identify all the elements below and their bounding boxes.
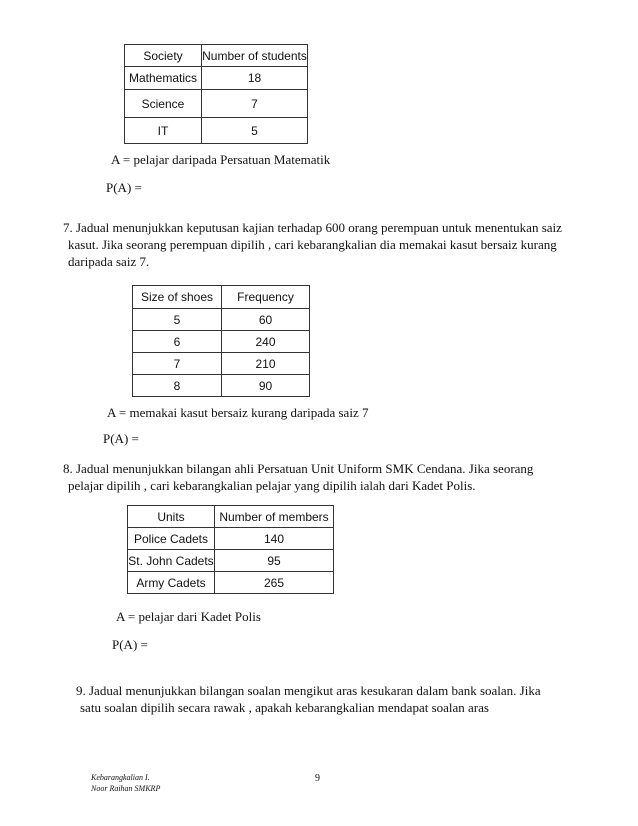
table-cell: IT <box>125 118 202 144</box>
table-cell: 7 <box>202 90 308 118</box>
table-cell: 90 <box>222 375 310 397</box>
table-header-row <box>133 286 310 309</box>
q7-text-line: 7. Jadual menunjukkan keputusan kajian terhadap 600 orang perempuan untuk menentukan saiz <box>63 220 562 235</box>
table-cell: Army Cadets <box>128 572 215 594</box>
q8-probability-line: P(A) = <box>112 637 148 652</box>
q7-event-definition: A = memakai kasut bersaiz kurang daripada saiz 7 <box>107 405 369 420</box>
table-cell: 265 <box>215 572 334 594</box>
table-header-row <box>128 506 334 528</box>
table-row <box>133 331 310 353</box>
table-row <box>125 90 308 118</box>
q6-probability-line: P(A) = <box>106 180 142 195</box>
table-cell: 95 <box>215 550 334 572</box>
uniform-units-table <box>127 505 334 594</box>
table-header-cell: Number of students <box>202 45 308 67</box>
table-row <box>125 67 308 90</box>
table-header-cell: Frequency <box>222 286 310 309</box>
table-header-cell: Number of members <box>215 506 334 528</box>
table-row <box>125 118 308 144</box>
table-header-cell: Units <box>128 506 215 528</box>
table-header-row <box>125 45 308 67</box>
table-row <box>128 550 334 572</box>
table-row <box>128 528 334 550</box>
table-cell: 5 <box>133 309 222 331</box>
q6-event-definition: A = pelajar daripada Persatuan Matematik <box>111 152 331 167</box>
q9-text-line: 9. Jadual menunjukkan bilangan soalan mengikut aras kesukaran dalam bank soalan. Jika <box>76 683 541 698</box>
table-cell: 210 <box>222 353 310 375</box>
table-cell: 7 <box>133 353 222 375</box>
table-cell: Police Cadets <box>128 528 215 550</box>
table-cell: 6 <box>133 331 222 353</box>
society-table <box>124 44 308 144</box>
table-row <box>133 309 310 331</box>
footer-author: Noor Raihan SMKRP <box>91 784 161 793</box>
q9-text-line: satu soalan dipilih secara rawak , apakah kebarangkalian mendapat soalan aras <box>80 700 489 715</box>
table-cell: 240 <box>222 331 310 353</box>
footer-title: Kebarangkalian I. <box>91 773 150 782</box>
table-row <box>128 572 334 594</box>
q7-text-line: kasut. Jika seorang perempuan dipilih , cari kebarangkalian dia memakai kasut bersaiz kurang <box>68 237 557 252</box>
table-cell: 5 <box>202 118 308 144</box>
table-row <box>133 353 310 375</box>
q8-text-line: pelajar dipilih , cari kebarangkalian pelajar yang dipilih ialah dari Kadet Polis. <box>68 478 476 493</box>
table-cell: 8 <box>133 375 222 397</box>
table-header-cell: Society <box>125 45 202 67</box>
table-cell: St. John Cadets <box>128 550 215 572</box>
table-header-cell: Size of shoes <box>133 286 222 309</box>
table-cell: 140 <box>215 528 334 550</box>
table-row <box>133 375 310 397</box>
page-number: 9 <box>315 773 320 784</box>
table-cell: Mathematics <box>125 67 202 90</box>
table-cell: 60 <box>222 309 310 331</box>
q7-probability-line: P(A) = <box>103 431 139 446</box>
shoe-size-table <box>132 285 310 397</box>
table-cell: Science <box>125 90 202 118</box>
table-cell: 18 <box>202 67 308 90</box>
q7-text-line: daripada saiz 7. <box>68 254 150 269</box>
q8-text-line: 8. Jadual menunjukkan bilangan ahli Persatuan Unit Uniform SMK Cendana. Jika seorang <box>63 461 534 476</box>
q8-event-definition: A = pelajar dari Kadet Polis <box>116 609 261 624</box>
